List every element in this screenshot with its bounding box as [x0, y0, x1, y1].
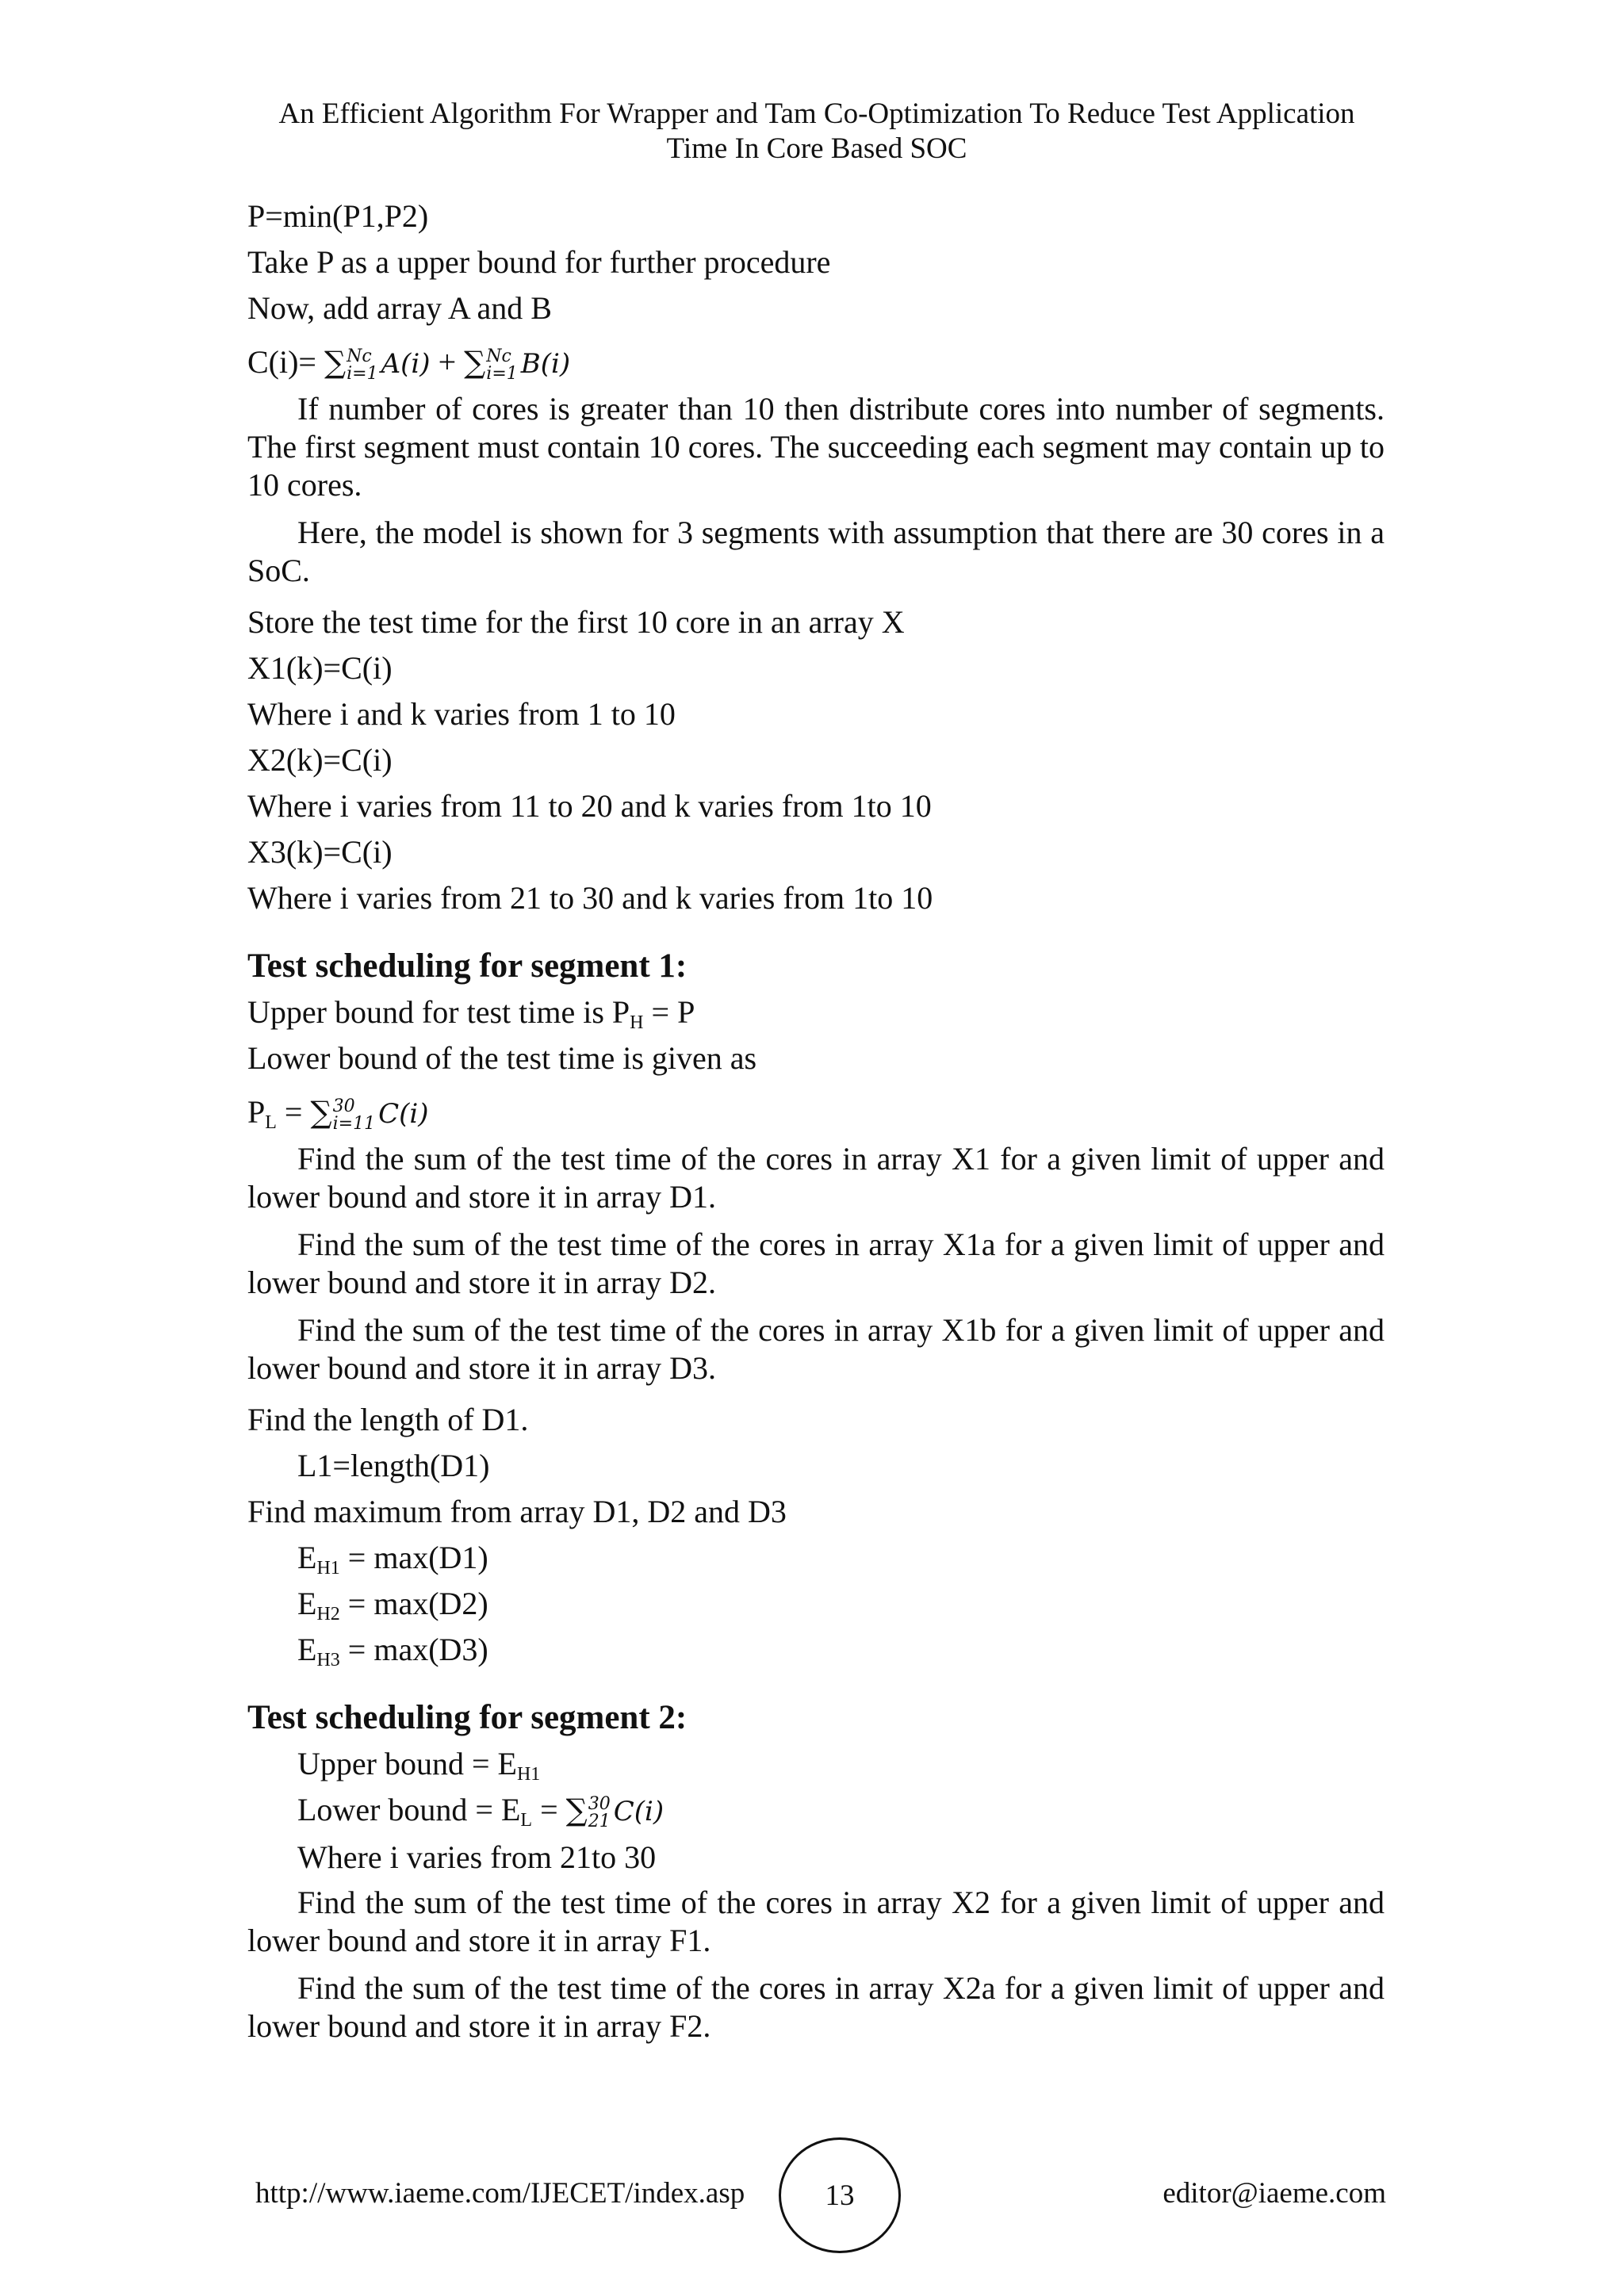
- page-body: [247, 193, 1385, 2055]
- lower-bound-text: Lower bound = E: [297, 1792, 521, 1827]
- store-x-text: Store the test time for the first 10 core in an array X: [247, 604, 905, 640]
- p-min-formula: P=min(P1,P2): [247, 198, 429, 234]
- f1-paragraph: Find the sum of the test time of the cores in array X2 for a given limit of upper and lower bound and store it in array F1.: [247, 1885, 1385, 1958]
- e-letter: E: [297, 1632, 317, 1667]
- segment2-upper-bound: [247, 1741, 1385, 1787]
- sum-symbol: ∑: [464, 345, 486, 380]
- pl-equals: =: [276, 1094, 311, 1130]
- lower-bound-term: C(i): [613, 1796, 665, 1827]
- sum-limits: [347, 348, 377, 383]
- x3-formula: X3(k)=C(i): [247, 834, 393, 870]
- upper-bound-text: Upper bound = E: [297, 1746, 517, 1781]
- plus-sign: +: [438, 344, 457, 380]
- lower-bound-equals: =: [532, 1792, 566, 1827]
- sum-upper-limit: Nc: [486, 346, 511, 366]
- segment1-heading: Test scheduling for segment 1:: [247, 947, 688, 985]
- eh2-formula: [247, 1581, 1385, 1627]
- sum-lower-limit: i=11: [332, 1113, 376, 1134]
- eh1-formula: [247, 1535, 1385, 1581]
- x3-where: Where i varies from 21 to 30 and k varies from 1to 10: [247, 880, 933, 916]
- eh2-subscript: H2: [316, 1604, 340, 1624]
- lower-bound-subscript: L: [520, 1810, 533, 1831]
- model-paragraph: Here, the model is shown for 3 segments with assumption that there are 30 cores in a SoC.: [247, 515, 1385, 588]
- upper-bound-subscript: H1: [516, 1764, 541, 1785]
- sum-limits: [333, 1098, 375, 1133]
- page-number: 13: [779, 2137, 901, 2253]
- find-length-text: Find the length of D1.: [247, 1402, 529, 1437]
- header-line-1: An Efficient Algorithm For Wrapper and Tam Co-Optimization To Reduce Test Application: [278, 98, 1355, 130]
- sum-limits: [486, 348, 517, 383]
- sum-symbol: ∑: [324, 345, 347, 380]
- x2-where: Where i varies from 11 to 20 and k varies from 1to 10: [247, 788, 932, 824]
- sum-lower-limit: i=1: [347, 363, 378, 384]
- segment1-lower-bound-text: Lower bound of the test time is given as: [247, 1040, 757, 1076]
- pl-term: C(i): [378, 1098, 429, 1130]
- footer-email: editor@iaeme.com: [1162, 2177, 1386, 2210]
- eh1-subscript: H1: [316, 1558, 340, 1578]
- d2-paragraph: Find the sum of the test time of the cores in array X1a for a given limit of upper and lower bound and store it in array D2.: [247, 1226, 1385, 1300]
- x2-formula: X2(k)=C(i): [247, 742, 393, 778]
- upper-bound-subscript: H: [630, 1012, 644, 1033]
- e-letter: E: [297, 1540, 317, 1575]
- term-b: B(i): [520, 348, 571, 380]
- segment1-upper-bound: [247, 989, 1385, 1035]
- segments-paragraph: If number of cores is greater than 10 then distribute cores into number of segments. The first segment must contain 10 cores. The succeeding each segment may contain up to 10 cores.: [247, 391, 1385, 503]
- eh3-rest: = max(D3): [339, 1632, 488, 1667]
- eh3-formula: [247, 1627, 1385, 1673]
- upper-bound-rest: = P: [643, 994, 695, 1030]
- sum-upper-limit: Nc: [347, 346, 372, 366]
- sum-lower-limit: 21: [588, 1811, 611, 1831]
- pl-lhs: P: [247, 1094, 266, 1130]
- footer-url: http://www.iaeme.com/IJECET/index.asp: [255, 2177, 745, 2210]
- sum-lower-limit: i=1: [486, 363, 518, 384]
- sum-upper-limit: 30: [332, 1096, 355, 1116]
- d1-paragraph: Find the sum of the test time of the cores in array X1 for a given limit of upper and lower bound and store it in array D1.: [247, 1141, 1385, 1215]
- sum-symbol: ∑: [310, 1095, 332, 1130]
- ci-lhs: C(i)=: [247, 344, 316, 380]
- running-header: [238, 97, 1396, 166]
- find-max-text: Find maximum from array D1, D2 and D3: [247, 1494, 787, 1529]
- l1-formula: L1=length(D1): [297, 1448, 490, 1483]
- x1-formula: X1(k)=C(i): [247, 650, 393, 686]
- segment2-heading: Test scheduling for segment 2:: [247, 1699, 688, 1736]
- segment2-lower-bound: [247, 1787, 1385, 1835]
- sum-upper-limit: 30: [588, 1793, 611, 1814]
- segment2-where: Where i varies from 21to 30: [297, 1839, 657, 1875]
- add-arrays-text: Now, add array A and B: [247, 290, 552, 326]
- ci-equation: [247, 339, 1385, 387]
- term-a: A(i): [381, 348, 431, 380]
- sum-limits: [588, 1793, 611, 1831]
- pl-subscript: L: [265, 1112, 277, 1133]
- e-letter: E: [297, 1586, 317, 1621]
- d3-paragraph: Find the sum of the test time of the cores in array X1b for a given limit of upper and lower bound and store it in array D3.: [247, 1312, 1385, 1386]
- x1-where: Where i and k varies from 1 to 10: [247, 696, 676, 732]
- eh1-rest: = max(D1): [339, 1540, 488, 1575]
- f2-paragraph: Find the sum of the test time of the cores in array X2a for a given limit of upper and lower bound and store it in array F2.: [247, 1970, 1385, 2044]
- upper-bound-text: Upper bound for test time is P: [247, 994, 630, 1030]
- take-p-text: Take P as a upper bound for further procedure: [247, 244, 831, 280]
- eh3-subscript: H3: [316, 1650, 340, 1670]
- sum-symbol: ∑: [565, 1793, 588, 1827]
- eh2-rest: = max(D2): [339, 1586, 488, 1621]
- header-line-2: Time In Core Based SOC: [666, 132, 967, 165]
- pl-equation: [247, 1089, 1385, 1137]
